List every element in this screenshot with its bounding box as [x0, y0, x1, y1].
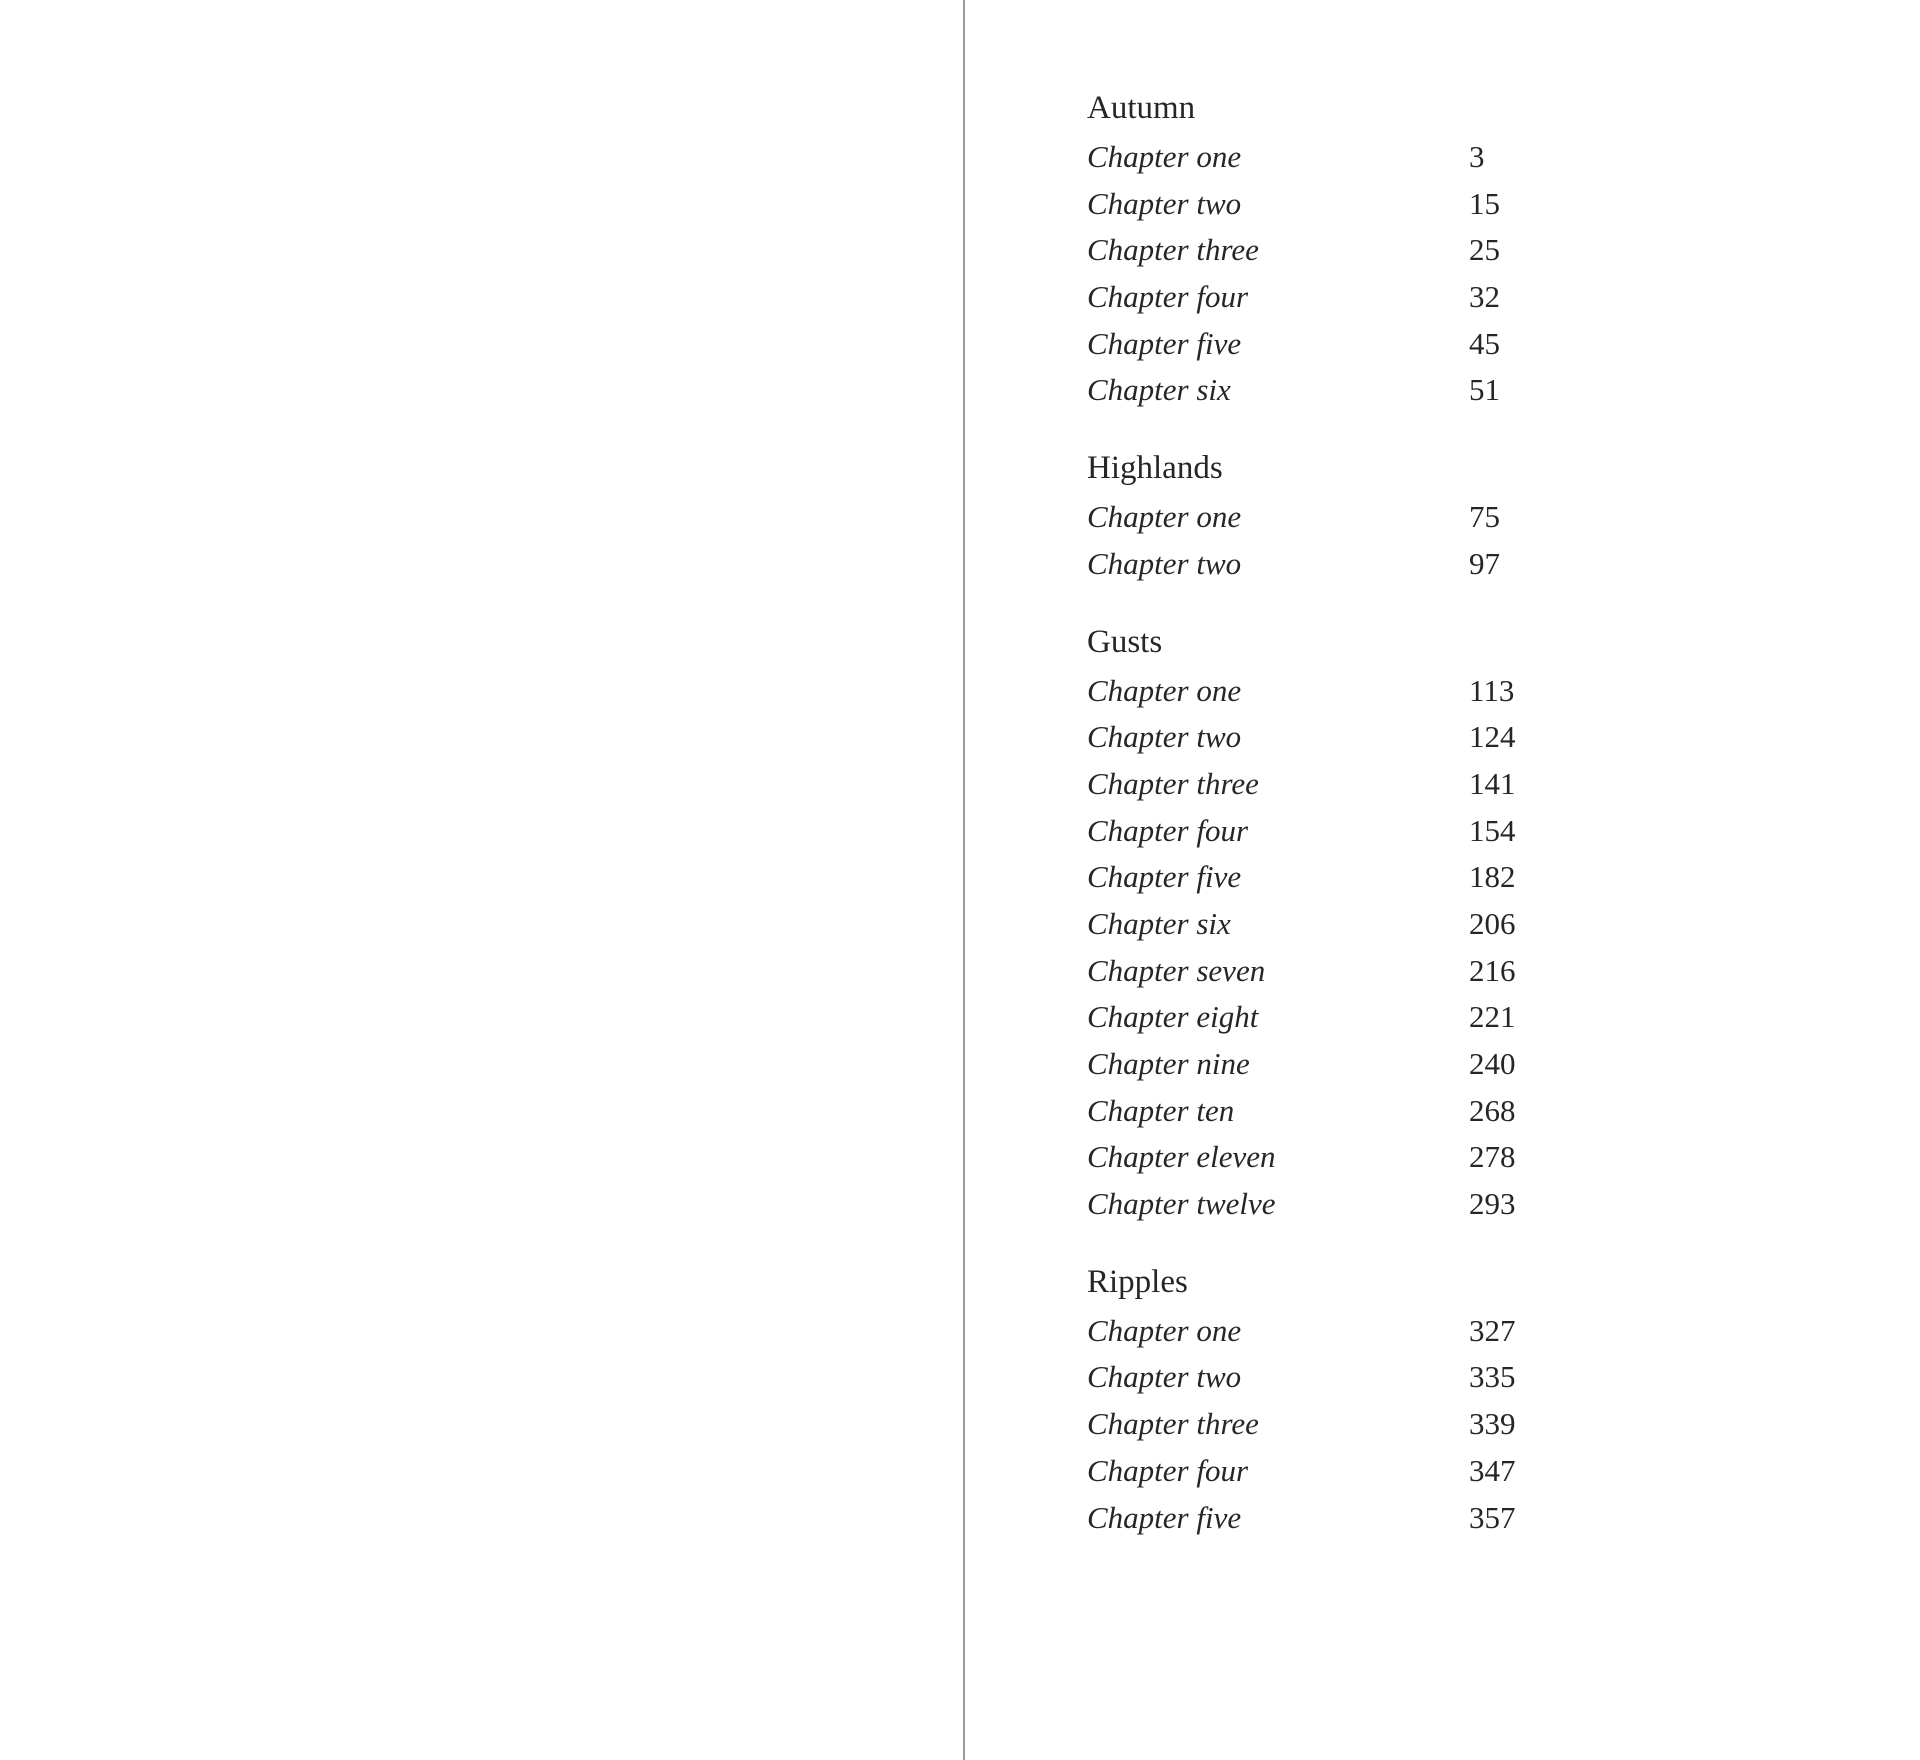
chapter-label: Chapter five [1087, 325, 1242, 361]
chapter-label: Chapter one [1087, 672, 1242, 708]
toc-entry [1087, 367, 1647, 414]
toc-entry [1087, 134, 1647, 181]
section-title: Ripples [1087, 1263, 1188, 1300]
chapter-label: Chapter two [1087, 719, 1242, 755]
chapter-label: Chapter six [1087, 372, 1231, 408]
chapter-label: Chapter one [1087, 499, 1242, 535]
toc-entry [1087, 541, 1647, 588]
chapter-label: Chapter six [1087, 905, 1231, 941]
page-number: 278 [1469, 1139, 1516, 1175]
toc-entry [1087, 948, 1647, 995]
chapter-label: Chapter nine [1087, 1046, 1250, 1081]
chapter-label: Chapter twelve [1087, 1186, 1276, 1222]
toc-entry [1087, 901, 1647, 948]
chapter-label: Chapter four [1087, 279, 1249, 315]
chapter-label: Chapter four [1087, 812, 1249, 848]
page-number: 347 [1469, 1452, 1516, 1488]
page-number: 154 [1469, 812, 1516, 848]
toc-entry [1087, 321, 1647, 368]
page-number: 113 [1469, 672, 1515, 708]
toc-entry [1087, 808, 1647, 855]
page-number: 45 [1469, 325, 1500, 361]
chapter-label: Chapter three [1087, 765, 1259, 801]
chapter-label: Chapter three [1087, 1406, 1259, 1442]
toc-entry [1087, 181, 1647, 228]
page-number: 268 [1469, 1092, 1516, 1128]
page-number: 240 [1469, 1046, 1516, 1081]
chapter-label: Chapter three [1087, 232, 1259, 268]
page-number: 357 [1469, 1499, 1516, 1535]
section-title: Autumn [1087, 90, 1196, 126]
toc-entry [1087, 714, 1647, 761]
toc-entry [1087, 1495, 1647, 1542]
page-number: 51 [1469, 372, 1500, 408]
toc-entry [1087, 1401, 1647, 1448]
page-number: 15 [1469, 185, 1500, 221]
toc-entry [1087, 1181, 1647, 1228]
toc-entry [1087, 761, 1647, 808]
toc-section [1087, 1256, 1647, 1541]
toc-entry [1087, 994, 1647, 1041]
page-number: 293 [1469, 1186, 1516, 1222]
toc-section [1087, 82, 1647, 414]
page-number: 182 [1469, 859, 1516, 895]
toc-section [1087, 442, 1647, 587]
page-number: 221 [1469, 999, 1516, 1035]
toc-entry [1087, 1448, 1647, 1495]
page-number: 216 [1469, 952, 1516, 988]
chapter-label: Chapter eight [1087, 999, 1259, 1035]
toc-entry [1087, 494, 1647, 541]
page-number: 141 [1469, 765, 1516, 801]
page-number: 3 [1469, 139, 1485, 174]
page-number: 206 [1469, 905, 1516, 941]
page-number: 339 [1469, 1406, 1516, 1442]
page-number: 327 [1469, 1312, 1516, 1348]
toc-entry [1087, 1354, 1647, 1401]
page-number: 335 [1469, 1359, 1516, 1395]
toc-entry [1087, 668, 1647, 715]
chapter-label: Chapter two [1087, 185, 1242, 221]
chapter-label: Chapter seven [1087, 952, 1266, 988]
toc-entry [1087, 1134, 1647, 1181]
toc-entry [1087, 1041, 1647, 1088]
toc-entry [1087, 1088, 1647, 1135]
section-title: Gusts [1087, 623, 1163, 660]
page-number: 124 [1469, 719, 1516, 755]
chapter-label: Chapter five [1087, 859, 1242, 895]
toc-section [1087, 616, 1647, 1228]
table-of-contents [1087, 82, 1647, 1569]
page-number: 25 [1469, 232, 1500, 268]
chapter-label: Chapter two [1087, 1359, 1242, 1395]
page-number: 97 [1469, 545, 1500, 581]
toc-entry [1087, 274, 1647, 321]
chapter-label: Chapter two [1087, 545, 1242, 581]
page-number: 32 [1469, 279, 1500, 315]
chapter-label: Chapter four [1087, 1452, 1249, 1488]
chapter-label: Chapter one [1087, 1312, 1242, 1348]
chapter-label: Chapter eleven [1087, 1139, 1276, 1175]
chapter-label: Chapter five [1087, 1499, 1242, 1535]
toc-entry [1087, 854, 1647, 901]
chapter-label: Chapter one [1087, 139, 1242, 174]
toc-entry [1087, 1308, 1647, 1355]
toc-entry [1087, 227, 1647, 274]
section-title: Highlands [1087, 450, 1223, 487]
page-number: 75 [1469, 499, 1500, 535]
chapter-label: Chapter ten [1087, 1092, 1235, 1128]
